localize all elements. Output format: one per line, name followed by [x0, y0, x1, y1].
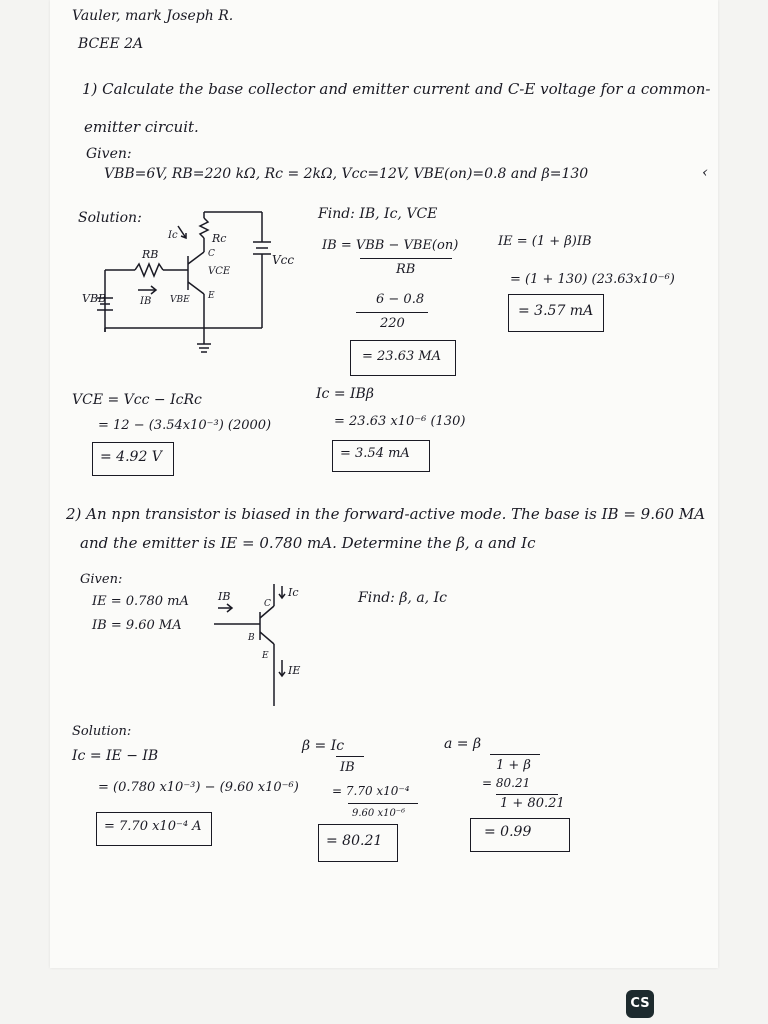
beta-fraction-line — [336, 756, 364, 757]
problem2-alpha-step-den: 1 + 80.21 — [500, 796, 565, 811]
common-emitter-circuit — [60, 220, 310, 370]
label-rb: RB — [142, 248, 159, 261]
label-vbe: VBE — [170, 295, 190, 305]
problem1-ie-step: = (1 + 130) (23.63x10⁻⁶) — [510, 272, 675, 287]
label-ie-2: IE — [288, 664, 301, 677]
problem2-beta-formula-num: β = Ic — [302, 738, 345, 754]
problem2-alpha-step-num: = 80.21 — [482, 776, 531, 790]
problem2-ic-step: = (0.780 x10⁻³) − (9.60 x10⁻⁶) — [98, 780, 299, 795]
label-ic-2: Ic — [288, 586, 299, 599]
problem1-find: Find: IB, Ic, VCE — [318, 206, 438, 222]
problem1-ib-step-num: 6 − 0.8 — [376, 292, 425, 307]
label-c: C — [208, 249, 215, 259]
label-vcc: Vcc — [272, 253, 295, 267]
label-vce: VCE — [208, 266, 231, 277]
ib-fraction-line — [360, 258, 452, 259]
problem2-beta-step-den: 9.60 x10⁻⁶ — [352, 808, 406, 819]
problem1-ib-step-den: 220 — [380, 316, 405, 331]
margin-mark: ‹ — [702, 163, 708, 181]
problem1-ib-result: = 23.63 MA — [362, 349, 442, 364]
label-vbb: VBB — [82, 292, 107, 305]
problem2-beta-step-num: = 7.70 x10⁻⁴ — [332, 784, 410, 798]
problem1-question-line1: 1) Calculate the base collector and emitter current and C-E voltage for a common- — [82, 80, 711, 98]
problem2-find: Find: β, a, Ic — [358, 590, 447, 606]
problem2-ic-formula: Ic = IE − IB — [72, 748, 159, 764]
label-e-2: E — [262, 651, 269, 661]
camscanner-logo-icon: CS — [626, 990, 654, 1018]
label-ib: IB — [140, 296, 152, 307]
label-ib-2: IB — [218, 590, 231, 603]
label-b-2: B — [248, 633, 255, 643]
problem1-vce-formula: VCE = Vcc − IcRc — [72, 392, 202, 408]
problem1-ic-step: = 23.63 x10⁻⁶ (130) — [334, 414, 466, 429]
label-e: E — [208, 291, 215, 301]
problem1-ib-denominator: RB — [396, 262, 416, 277]
problem1-given-label: Given: — [86, 146, 132, 162]
problem1-given-values: VBB=6V, RB=220 kΩ, Rc = 2kΩ, Vcc=12V, VBE(on)=0.8 and β=130 — [104, 166, 589, 182]
npn-transistor-diagram — [210, 580, 320, 710]
problem2-given-ie: IE = 0.780 mA — [92, 594, 189, 609]
student-section: BCEE 2A — [78, 36, 144, 52]
problem1-ic-formula: Ic = IBβ — [316, 386, 374, 402]
ib-step-fraction-line — [356, 312, 428, 313]
problem1-ie-result: = 3.57 mA — [518, 303, 594, 319]
alpha-fraction-line — [490, 754, 540, 755]
problem1-vce-result: = 4.92 V — [100, 449, 162, 465]
label-rc: Rc — [212, 232, 227, 245]
alpha-step-fraction-line — [496, 794, 558, 795]
beta-step-fraction-line — [348, 803, 418, 804]
problem2-ic-result: = 7.70 x10⁻⁴ A — [104, 819, 202, 834]
problem2-question-line1: 2) An npn transistor is biased in the forward-active mode. The base is IB = 9.60 MA — [66, 505, 706, 523]
problem1-solution-label: Solution: — [78, 210, 142, 226]
problem2-alpha-formula-den: 1 + β — [496, 758, 531, 773]
problem1-ib-formula: IB = VBB − VBE(on) — [322, 238, 459, 253]
problem2-alpha-result: = 0.99 — [484, 824, 532, 840]
student-name: Vauler, mark Joseph R. — [72, 8, 234, 24]
problem2-given-label: Given: — [80, 572, 123, 587]
label-ic: Ic — [168, 230, 178, 241]
problem2-question-line2: and the emitter is IE = 0.780 mA. Determine the β, a and Ic — [80, 534, 536, 552]
problem2-solution-label: Solution: — [72, 724, 132, 739]
problem1-question-line2: emitter circuit. — [84, 118, 199, 136]
problem1-ic-result: = 3.54 mA — [340, 446, 410, 461]
problem2-given-ib: IB = 9.60 MA — [92, 618, 182, 633]
problem2-beta-formula-den: IB — [340, 760, 355, 775]
label-c-2: C — [264, 599, 271, 609]
problem1-vce-step: = 12 − (3.54x10⁻³) (2000) — [98, 418, 272, 433]
problem2-alpha-formula-num: a = β — [444, 736, 482, 752]
problem2-beta-result: = 80.21 — [326, 833, 383, 849]
problem1-ie-formula: IE = (1 + β)IB — [498, 234, 592, 249]
